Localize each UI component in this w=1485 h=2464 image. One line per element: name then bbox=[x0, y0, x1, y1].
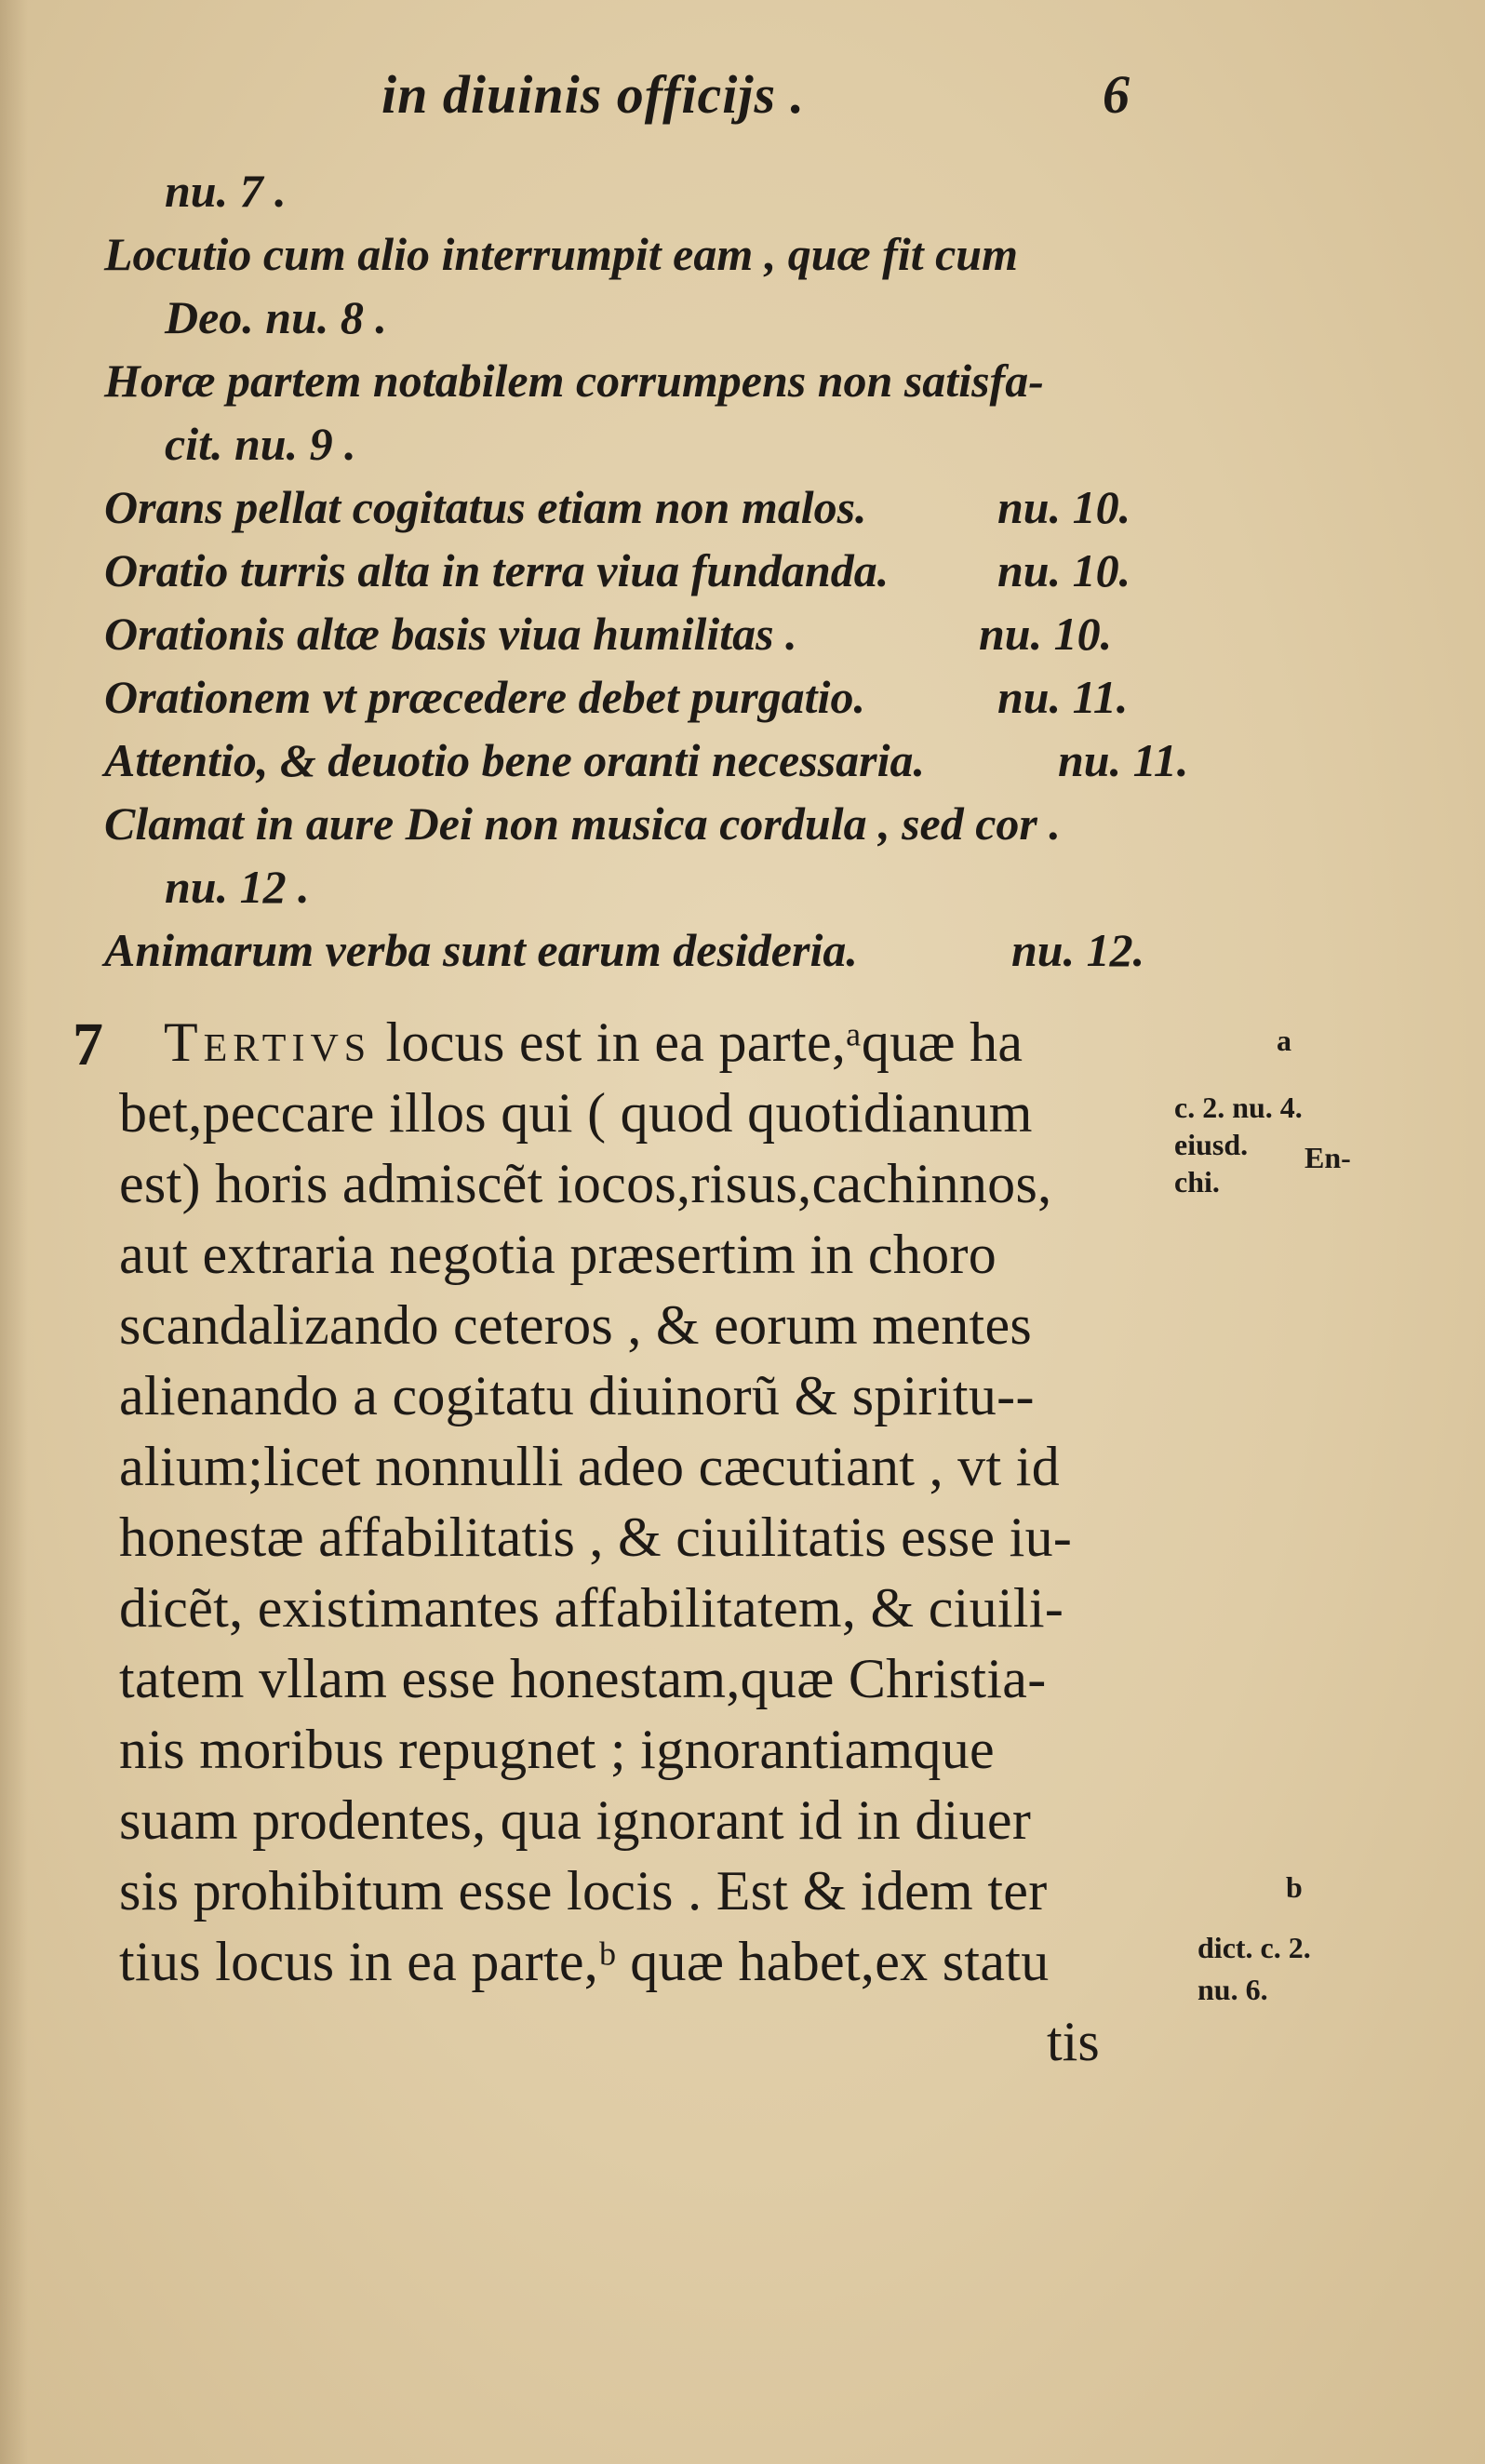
index-line bbox=[104, 476, 1131, 538]
text-line: aut extraria negotia præsertim in choro bbox=[119, 1224, 997, 1285]
text-line: nis moribus repugnet ; ignorantiamque bbox=[119, 1719, 995, 1780]
index-ref: nu. 11. bbox=[997, 671, 1129, 723]
index-text: Orationis altæ basis viua humilitas . bbox=[104, 608, 797, 660]
margin-note-marker: a bbox=[1277, 1024, 1291, 1057]
index-text: Clamat in aure Dei non musica cordula , sed cor . bbox=[104, 797, 1061, 850]
index-text: Horæ partem notabilem corrumpens non satisfa- bbox=[104, 355, 1044, 407]
index-line bbox=[104, 223, 1018, 285]
margin-note: En- bbox=[1304, 1141, 1351, 1174]
index-text: nu. 7 . bbox=[165, 165, 287, 217]
page-header bbox=[0, 63, 1485, 147]
margin-note: c. 2. nu. 4. bbox=[1174, 1091, 1303, 1124]
initial-word: Tertivs bbox=[164, 1011, 372, 1073]
page-number: 6 bbox=[1103, 64, 1130, 125]
text-line: suam prodentes, qua ignorant id in diuer bbox=[119, 1789, 1032, 1851]
margin-note: eiusd. bbox=[1174, 1128, 1249, 1161]
index-line bbox=[165, 856, 310, 917]
text-line: tius locus in ea parte,ᵇ quæ habet,ex statu bbox=[119, 1931, 1050, 1992]
index-line bbox=[104, 603, 1113, 664]
catchword: tis bbox=[1047, 2011, 1100, 2072]
text-line: sis prohibitum esse locis . Est & idem ter bbox=[119, 1860, 1048, 1922]
index-text: Orationem vt præcedere debet purgatio. bbox=[104, 671, 865, 723]
text-line: scandalizando ceteros , & eorum mentes bbox=[119, 1294, 1033, 1356]
index-line bbox=[104, 350, 1044, 411]
index-text: Deo. nu. 8 . bbox=[165, 291, 387, 343]
index-line bbox=[104, 793, 1061, 854]
index-ref: nu. 10. bbox=[979, 608, 1113, 660]
index-text: Attentio, & deuotio bene oranti necessaria. bbox=[104, 734, 925, 786]
margin-note: dict. c. 2. bbox=[1197, 1931, 1311, 1964]
running-head: in diuinis officijs . bbox=[381, 64, 806, 125]
text-line: tatem vllam esse honestam,quæ Christia- bbox=[119, 1648, 1047, 1709]
margin-note: nu. 6. bbox=[1197, 1973, 1268, 2006]
index-line bbox=[104, 919, 1145, 981]
text-line: honestæ affabilitatis , & ciuilitatis esse iu- bbox=[119, 1507, 1073, 1568]
index-ref: nu. 10. bbox=[997, 544, 1131, 596]
index-line bbox=[165, 287, 387, 348]
text-line bbox=[164, 1007, 1023, 1078]
text-line: dicẽt, existimantes affabilitatem, & ciuili- bbox=[119, 1577, 1064, 1639]
index-line bbox=[104, 540, 1131, 601]
index-ref: nu. 10. bbox=[997, 481, 1131, 533]
index-text: Animarum verba sunt earum desideria. bbox=[104, 924, 858, 976]
index-line bbox=[104, 666, 1129, 728]
margin-note: chi. bbox=[1174, 1165, 1220, 1199]
index-ref: nu. 11. bbox=[1058, 734, 1189, 786]
index-line bbox=[165, 413, 356, 475]
index-text: cit. nu. 9 . bbox=[165, 418, 356, 470]
index-text: nu. 12 . bbox=[165, 861, 310, 913]
text-line: alium;licet nonnulli adeo cæcutiant , vt id bbox=[119, 1436, 1061, 1497]
index-line bbox=[165, 160, 287, 221]
index-ref: nu. 12. bbox=[1011, 924, 1145, 976]
page-edge-shadow bbox=[0, 0, 28, 2464]
margin-note-marker: b bbox=[1286, 1870, 1303, 1904]
text-line-content: locus est in ea parte,ᵃquæ ha bbox=[385, 1011, 1023, 1073]
text-line: alienando a cogitatu diuinorũ & spiritu-- bbox=[119, 1365, 1035, 1426]
section-number: 7 bbox=[73, 1011, 103, 1078]
index-text: Orans pellat cogitatus etiam non malos. bbox=[104, 481, 867, 533]
margin-notes bbox=[1174, 1024, 1481, 2047]
text-line: est) horis admiscẽt iocos,risus,cachinnos, bbox=[119, 1153, 1052, 1214]
index-text: Locutio cum alio interrumpit eam , quæ fit cum bbox=[104, 228, 1019, 280]
index-text: Oratio turris alta in terra viua fundanda. bbox=[104, 544, 890, 596]
text-line: bet,peccare illos qui ( quod quotidianum bbox=[119, 1082, 1033, 1144]
index-line bbox=[104, 730, 1189, 791]
